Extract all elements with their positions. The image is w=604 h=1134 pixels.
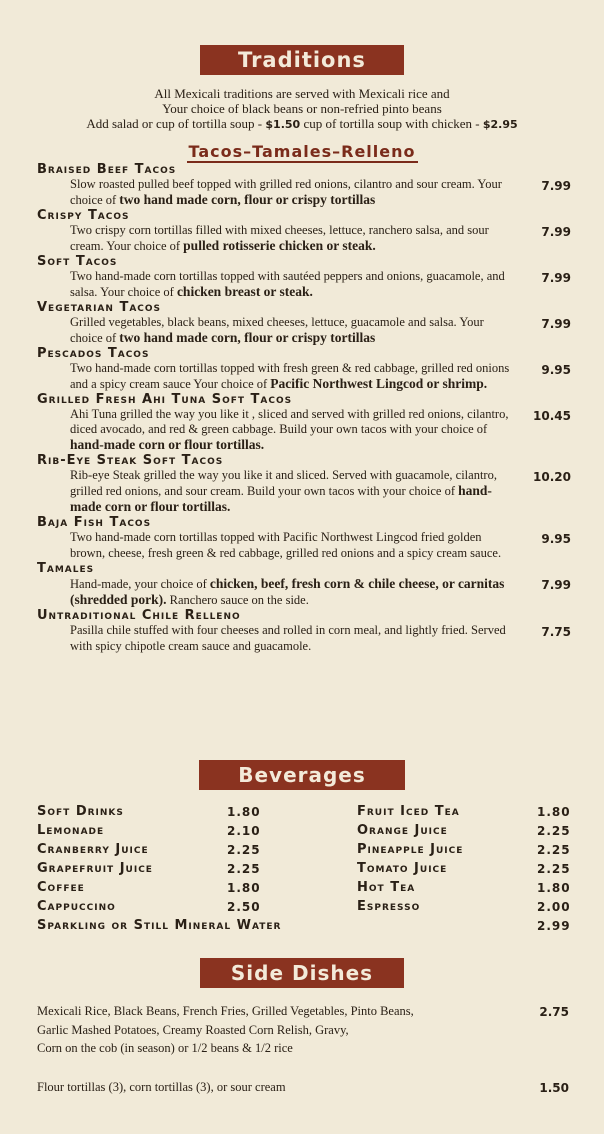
menu-item [37,515,577,561]
menu-item [37,300,577,346]
menu-item [37,346,577,392]
item-price: 7.99 [541,271,571,285]
menu-item [37,208,577,254]
beverage-name: Grapefruit Juice [37,861,153,876]
item-name: Crispy Tacos [37,208,130,223]
beverage-row [37,899,577,918]
item-description [70,223,510,254]
item-desc-bold: two hand made corn, flour or crispy tortillas [119,192,376,207]
beverage-row [37,861,577,880]
menu-item [37,561,577,608]
side-line-3: Corn on the cob (in season) or 1/2 beans & 1/2 rice [37,1041,293,1055]
item-description [70,177,510,208]
beverage-name: Orange Juice [357,823,448,838]
menu-item [37,392,577,453]
item-name: Pescados Tacos [37,346,150,361]
side-price-1: 2.75 [539,1005,569,1019]
item-desc-text: Ahi Tuna grilled the way you like it , sliced and served with grilled red onions, cilantro, diced avocado, and red & green cabbage. Build your own tacos with your choice of [70,407,509,436]
side-group-2 [37,1078,577,1097]
item-description [70,468,510,515]
beverage-name: Hot Tea [357,880,416,895]
beverage-name: Coffee [37,880,85,895]
salad-price: $1.50 [265,118,301,131]
side-group-1 [37,1002,577,1058]
beverage-name: Lemonade [37,823,105,838]
menu-item [37,254,577,300]
beverage-price: 1.80 [227,881,261,895]
beverage-row [37,823,577,842]
beverage-price: 2.25 [537,862,571,876]
item-description [70,530,510,561]
item-description [70,623,510,654]
item-description [70,407,510,453]
item-price: 10.45 [533,409,571,423]
beverage-price: 1.80 [537,881,571,895]
side-line-1: Mexicali Rice, Black Beans, French Fries, Grilled Vegetables, Pinto Beans, [37,1004,414,1018]
beverage-name: Sparkling or Still Mineral Water [37,918,282,933]
item-price: 9.95 [541,363,571,377]
menu-item [37,608,577,654]
item-desc-bold: pulled rotisserie chicken or steak. [183,238,376,253]
subhead [0,142,604,162]
traditions-items [37,162,577,654]
item-desc-text: Two hand-made corn tortillas topped with fresh green & red cabbage, grilled red onions and a spicy cream sauce Your choice of [70,361,510,391]
beverage-name: Espresso [357,899,421,914]
beverage-row [37,880,577,899]
item-desc-bold: hand-made corn or flour tortillas. [70,437,265,452]
item-desc-text: Rib-eye Steak grilled the way you like it and sliced. Served with guacamole, cilantro, grilled red onions, and sour cream. Build your own tacos with your choice of [70,468,497,498]
beverage-price: 2.99 [537,919,571,933]
item-description [70,315,510,346]
item-name: Grilled Fresh Ahi Tuna Soft Tacos [37,392,293,407]
menu-item [37,162,577,208]
side-dishes-list [37,1002,577,1096]
soup-chicken-price: $2.95 [482,118,518,131]
beverage-price: 2.10 [227,824,261,838]
item-name: Tamales [37,561,95,576]
beverage-name: Soft Drinks [37,804,124,819]
item-description [70,269,510,300]
item-price: 7.99 [541,317,571,331]
beverage-name: Cappuccino [37,899,116,914]
beverage-name: Tomato Juice [357,861,448,876]
menu-item [37,453,577,515]
beverage-price: 1.80 [537,805,571,819]
item-desc-text: Pasilla chile stuffed with four cheeses and rolled in corn meal, and lightly fried. Served with spicy chipotle cream sauce and guacamole. [70,623,506,653]
item-desc-text: Slow roasted pulled beef topped with grilled red onions, cilantro and sour cream. Your choice of [70,177,502,207]
item-description [70,361,510,392]
beverage-price: 2.00 [537,900,571,914]
traditions-banner: Traditions [200,45,404,75]
item-price: 7.99 [541,225,571,239]
intro-line-3 [0,116,604,132]
intro-line-2: Your choice of black beans or non-refried pinto beans [162,101,442,116]
item-name: Vegetarian Tacos [37,300,162,315]
beverage-name: Fruit Iced Tea [357,804,460,819]
beverage-price: 1.80 [227,805,261,819]
beverage-row [37,842,577,861]
item-name: Baja Fish Tacos [37,515,152,530]
item-desc-bold: two hand made corn, flour or crispy tortillas [119,330,376,345]
item-price: 9.95 [541,532,571,546]
item-price: 10.20 [533,470,571,484]
beverages-list [37,804,577,937]
traditions-intro [0,86,604,132]
item-desc-text: Two crispy corn tortillas filled with mixed cheeses, lettuce, ranchero salsa, and sour cream. Your choice of [70,223,489,253]
item-desc-after: Ranchero sauce on the side. [166,593,309,607]
item-price: 7.99 [541,179,571,193]
intro-line-3b: cup of tortilla soup with chicken - [300,116,480,131]
item-description [70,576,510,608]
beverage-price: 2.25 [227,843,261,857]
beverage-price: 2.50 [227,900,261,914]
item-desc-bold: Pacific Northwest Lingcod or shrimp. [270,376,488,391]
item-name: Soft Tacos [37,254,118,269]
item-desc-bold: hand-made corn or flour tortillas. [70,483,492,514]
intro-line-3a: Add salad or cup of tortilla soup - [86,116,263,131]
subhead-text: Tacos–Tamales–Relleno [188,142,416,161]
item-desc-text: Grilled vegetables, black beans, mixed cheeses, lettuce, guacamole and salsa. Your choice of [70,315,484,345]
item-name: Rib-Eye Steak Soft Tacos [37,453,224,468]
beverage-name: Pineapple Juice [357,842,464,857]
beverage-name: Cranberry Juice [37,842,149,857]
side-price-2: 1.50 [539,1080,569,1095]
item-price: 7.75 [541,625,571,639]
item-name: Untraditional Chile Relleno [37,608,241,623]
beverage-row-full [37,918,577,937]
item-desc-bold: chicken, beef, fresh corn & chile cheese, or carnitas (shredded pork). [70,576,505,607]
item-price: 7.99 [541,578,571,592]
item-desc-text: Hand-made, your choice of [70,577,207,591]
beverage-price: 2.25 [537,843,571,857]
side-line-4: Flour tortillas (3), corn tortillas (3), or sour cream [37,1079,286,1094]
side-line-2: Garlic Mashed Potatoes, Creamy Roasted Corn Relish, Gravy, [37,1022,349,1037]
beverage-price: 2.25 [227,862,261,876]
beverage-row [37,804,577,823]
beverage-price: 2.25 [537,824,571,838]
item-desc-text: Two hand-made corn tortillas topped with Pacific Northwest Lingcod fried golden brown, cheese, fresh green & red cabbage, grilled red onions and a spicy cream sauce. [70,530,502,560]
side-dishes-banner: Side Dishes [200,958,404,988]
beverages-banner: Beverages [199,760,405,790]
item-name: Braised Beef Tacos [37,162,177,177]
intro-line-1: All Mexicali traditions are served with Mexicali rice and [154,86,450,101]
item-desc-text: Two hand-made corn tortillas topped with sautéed peppers and onions, guacamole, and salsa. Your choice of [70,269,505,299]
item-desc-bold: chicken breast or steak. [176,284,313,299]
